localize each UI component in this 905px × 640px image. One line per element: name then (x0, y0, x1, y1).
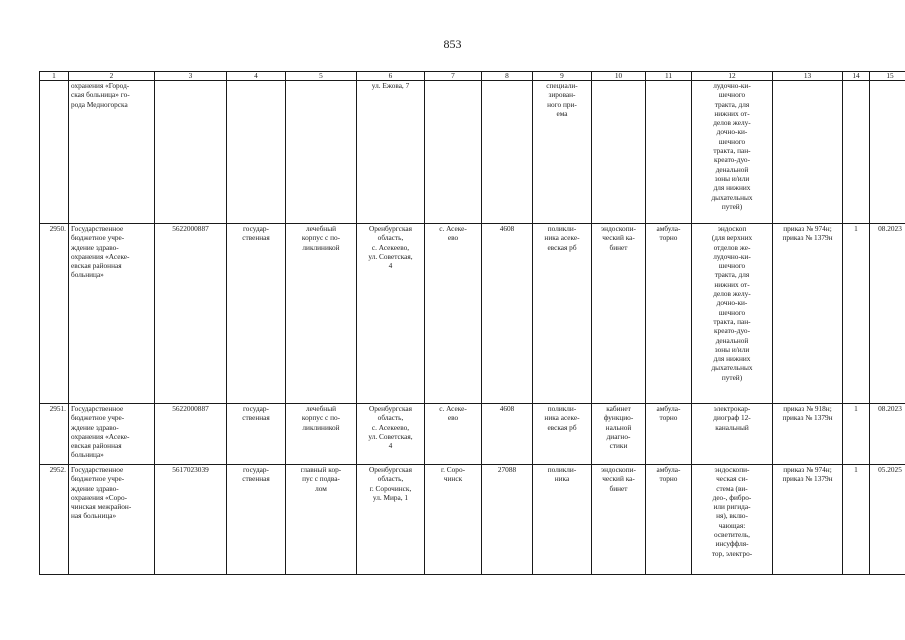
column-number: 12 (692, 72, 773, 81)
quantity-cell: 1 (854, 465, 858, 474)
inn-cell: 5617023039 (172, 465, 209, 474)
table-row (40, 81, 905, 224)
column-number: 15 (870, 72, 905, 81)
organization-name-cell: Государственное бюджетное учре- ждение здраво- охранения «Асеке- евская районная больница» (71, 404, 130, 460)
row-number-cell: 2952. (49, 465, 66, 474)
column-number-row (40, 72, 905, 81)
address-cell: Оренбургская область, с. Асекеево, ул. Советская, 4 (368, 404, 413, 451)
address-cell: Оренбургская область, с. Асекеево, ул. Советская, 4 (368, 224, 413, 271)
inn-cell: 5622000887 (172, 224, 209, 233)
order-cell: приказ № 974н; приказ № 1379н (782, 224, 833, 243)
locality-cell: г. Соро- чинск (440, 465, 466, 484)
address-cell: ул. Ежова, 7 (371, 81, 410, 90)
table-row (40, 224, 905, 404)
column-number: 6 (357, 72, 425, 81)
column-number: 14 (843, 72, 870, 81)
address-cell: Оренбургская область, г. Сорочинск, ул. Мира, 1 (368, 465, 413, 502)
ownership-cell: государ- ственная (242, 404, 270, 423)
table-row (40, 404, 905, 465)
ownership-cell: государ- ственная (242, 465, 270, 484)
table-row (40, 465, 905, 575)
order-cell: приказ № 974н; приказ № 1379н (782, 465, 833, 484)
order-cell: приказ № 918н; приказ № 1379н (782, 404, 833, 423)
column-number: 1 (40, 72, 69, 81)
column-number: 8 (482, 72, 533, 81)
care-type-cell: амбула- торно (656, 224, 681, 243)
population-cell: 4608 (499, 404, 515, 413)
row-number-cell: 2950. (49, 224, 66, 233)
division-cell: поликли- ника асеке- евская рб (544, 224, 580, 252)
column-number: 11 (646, 72, 692, 81)
row-number-cell: 2951. (49, 404, 66, 413)
column-number: 4 (227, 72, 286, 81)
room-cell: эндоскопи- ческий ка- бинет (601, 224, 636, 252)
care-type-cell: амбула- торно (656, 404, 681, 423)
quantity-cell: 1 (854, 224, 858, 233)
page-number: 853 (443, 37, 462, 51)
division-cell: специали- зирован- ного при- ема (546, 81, 578, 118)
population-cell: 27088 (497, 465, 517, 474)
locality-cell: с. Асеке- ево (439, 404, 467, 423)
equipment-register-table (39, 71, 905, 575)
date-cell: 08.2023 (878, 224, 902, 233)
column-number: 5 (286, 72, 357, 81)
equipment-cell: эндоскопи- ческая си- стема (ви- део-, фибро- или ригида- ня), вклю- чающая: осветитель, инсуффля- тор, электро- (711, 465, 753, 558)
quantity-cell: 1 (854, 404, 858, 413)
column-number: 7 (425, 72, 482, 81)
column-number: 9 (533, 72, 592, 81)
organization-name-cell: Государственное бюджетное учре- ждение здраво- охранения «Асеке- евская районная больница» (71, 224, 130, 280)
room-cell: эндоскопи- ческий ка- бинет (601, 465, 636, 493)
room-cell: кабинет функцио- нальной диагно- стики (603, 404, 634, 451)
organization-name-cell: охранения «Город- ская больница» го- рода Медногорска (71, 81, 130, 109)
equipment-cell: эндоскоп (для верхних отделов же- лудочно-ки- шечного тракта, для нижних от- делов желу- дочно-ки- шечного тракта, пан- креато-дуо- денальной зоны и/или для нижних дыхательных путей) (711, 224, 753, 382)
care-type-cell: амбула- торно (656, 465, 681, 484)
building-cell: главный кор- пус с подва- лом (300, 465, 342, 493)
division-cell: поликли- ника асеке- евская рб (544, 404, 580, 432)
column-number: 3 (155, 72, 227, 81)
building-cell: лечебный корпус с по- ликлиникой (301, 224, 341, 252)
population-cell: 4608 (499, 224, 515, 233)
column-number: 10 (592, 72, 646, 81)
inn-cell: 5622000887 (172, 404, 209, 413)
ownership-cell: государ- ственная (242, 224, 270, 243)
locality-cell: с. Асеке- ево (439, 224, 467, 243)
equipment-cell: электрокар- диограф 12- канальный (713, 404, 751, 432)
equipment-cell: лудочно-ки- шечного тракта, для нижних от- делов желу- дочно-ки- шечного тракта, пан- креато-дуо- денальной зоны и/или для нижних дыхательных путей) (711, 81, 753, 211)
column-number: 2 (69, 72, 155, 81)
date-cell: 08.2023 (878, 404, 902, 413)
organization-name-cell: Государственное бюджетное учре- ждение здраво- охранения «Соро- чинская межрайон- ная больница» (71, 465, 132, 521)
building-cell: лечебный корпус с по- ликлиникой (301, 404, 341, 432)
column-number: 13 (773, 72, 843, 81)
division-cell: поликли- ника (547, 465, 577, 484)
date-cell: 05.2025 (878, 465, 902, 474)
